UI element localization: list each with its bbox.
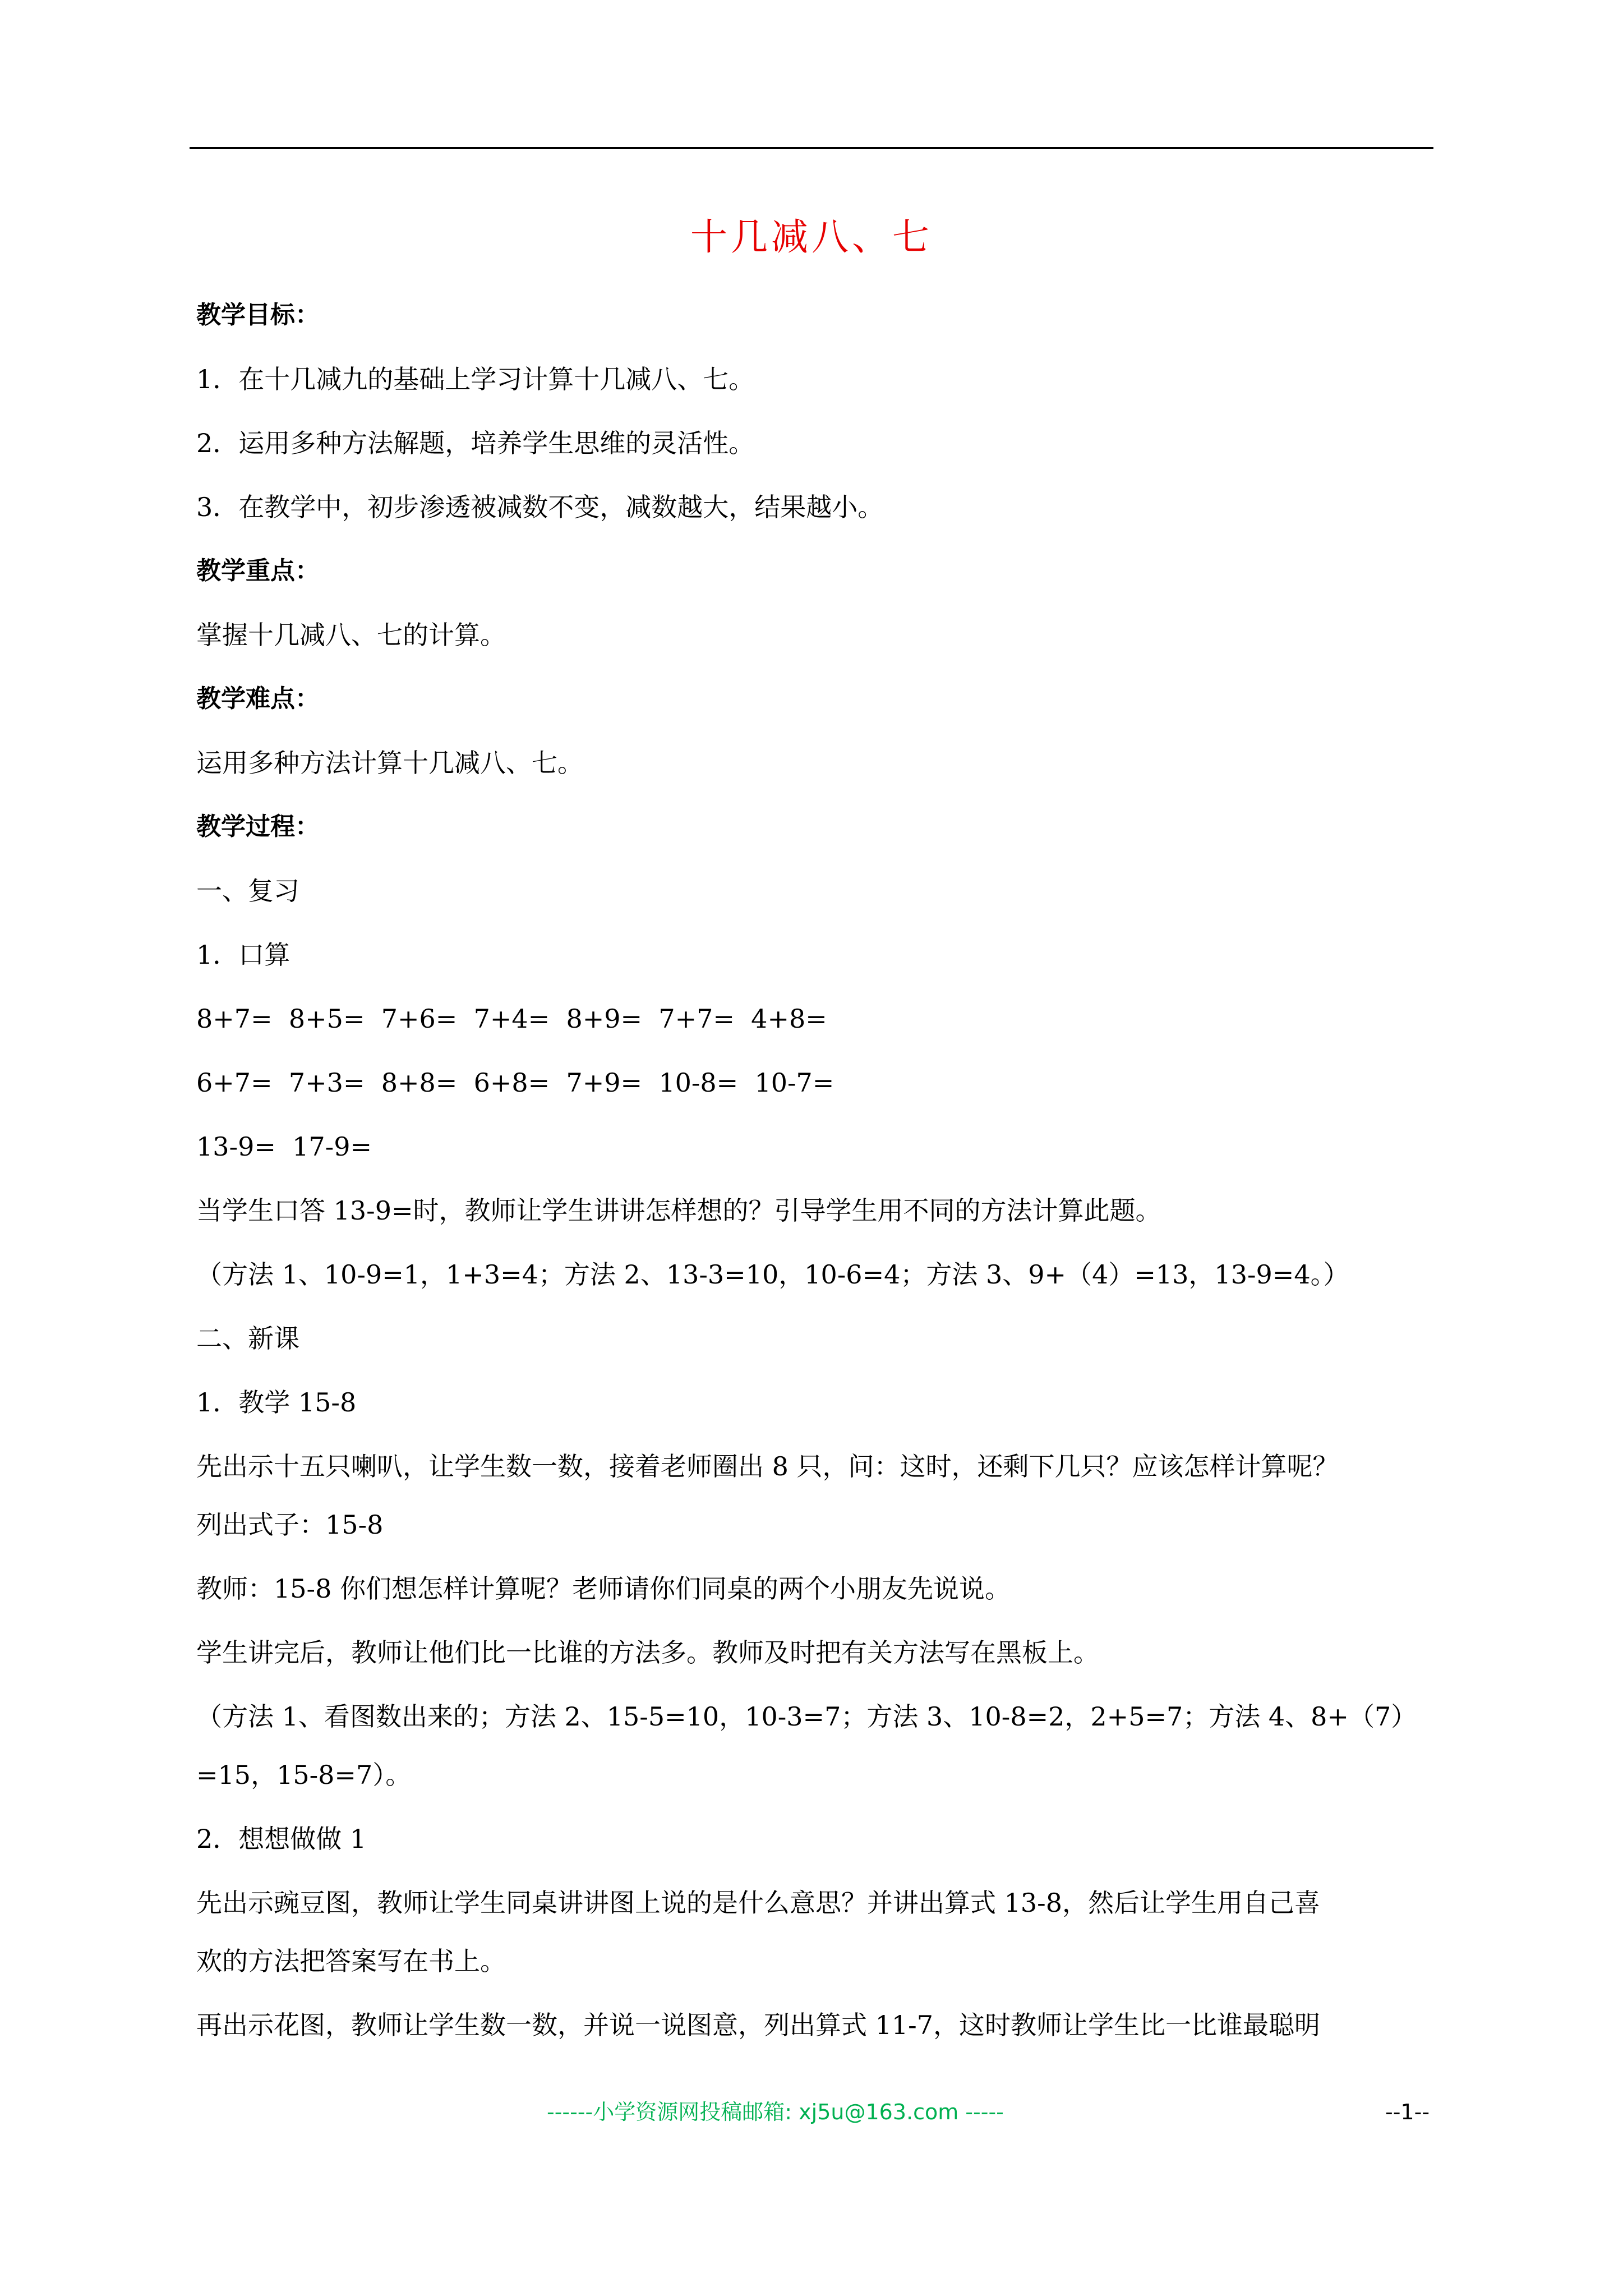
heading-key-points: 教学重点： [196, 556, 320, 585]
objective-2: 2．运用多种方法解题，培养学生思维的灵活性。 [196, 428, 755, 458]
footer-source: ------小学资源网投稿邮箱: xj5u@163.com ----- [547, 2100, 1004, 2124]
heading-difficulties: 教学难点： [196, 684, 320, 713]
objective-1: 1．在十几减九的基础上学习计算十几减八、七。 [196, 364, 755, 394]
think-do-label: 2．想想做做 1 [196, 1824, 367, 1854]
review-instruction: 当学生口答 13-9=时，教师让学生讲讲怎样想的？引导学生用不同的方法计算此题。 [196, 1195, 1161, 1226]
oral-calc-row-1: 8+7= 8+5= 7+6= 7+4= 8+9= 7+7= 4+8= [196, 1004, 827, 1034]
heading-process: 教学过程： [196, 812, 320, 841]
teach-15-8-intro: 先出示十五只喇叭，让学生数一数，接着老师圈出 8 只，问：这时，还剩下几只？应该怎样计算呢？ [196, 1451, 1339, 1481]
page-title: 十几减八、七 [690, 215, 933, 259]
teach-15-8-question: 教师：15-8 你们想怎样计算呢？老师请你们同桌的两个小朋友先说说。 [196, 1573, 1011, 1604]
difficulties-text: 运用多种方法计算十几减八、七。 [196, 748, 583, 778]
oral-calc-label: 1．口算 [196, 940, 291, 970]
objective-3: 3．在教学中，初步渗透被减数不变，减数越大，结果越小。 [196, 492, 884, 522]
review-methods: （方法 1、10-9=1，1+3=4；方法 2、13-3=10，10-6=4；方法 3、9+（4）=13，13-9=4。） [196, 1259, 1349, 1290]
teach-15-8-expression: 列出式子：15-8 [196, 1510, 384, 1540]
key-points-text: 掌握十几减八、七的计算。 [196, 620, 506, 650]
heading-objectives: 教学目标： [196, 301, 320, 329]
header-rule [190, 147, 1433, 149]
teach-15-8-methods-2: =15，15-8=7）。 [196, 1760, 412, 1790]
pea-picture-text-2: 欢的方法把答案写在书上。 [196, 1946, 506, 1976]
teach-15-8-methods-1: （方法 1、看图数出来的；方法 2、15-5=10，10-3=7；方法 3、10-8=2，2+5=7；方法 4、8+（7） [196, 1701, 1417, 1732]
oral-calc-row-3: 13-9= 17-9= [196, 1131, 372, 1162]
teach-15-8-compare: 学生讲完后，教师让他们比一比谁的方法多。教师及时把有关方法写在黑板上。 [196, 1637, 1099, 1668]
oral-calc-row-2: 6+7= 7+3= 8+8= 6+8= 7+9= 10-8= 10-7= [196, 1068, 834, 1098]
section-review: 一、复习 [196, 876, 299, 906]
flower-picture-text: 再出示花图，教师让学生数一数，并说一说图意，列出算式 11-7，这时教师让学生比一比谁最聪明 [196, 2010, 1320, 2040]
pea-picture-text-1: 先出示豌豆图，教师让学生同桌讲讲图上说的是什么意思？并讲出算式 13-8，然后让学生用自己喜 [196, 1888, 1320, 1918]
page-number: --1-- [1385, 2100, 1430, 2124]
section-new-lesson: 二、新课 [196, 1323, 299, 1354]
teach-15-8-label: 1．教学 15-8 [196, 1387, 357, 1418]
